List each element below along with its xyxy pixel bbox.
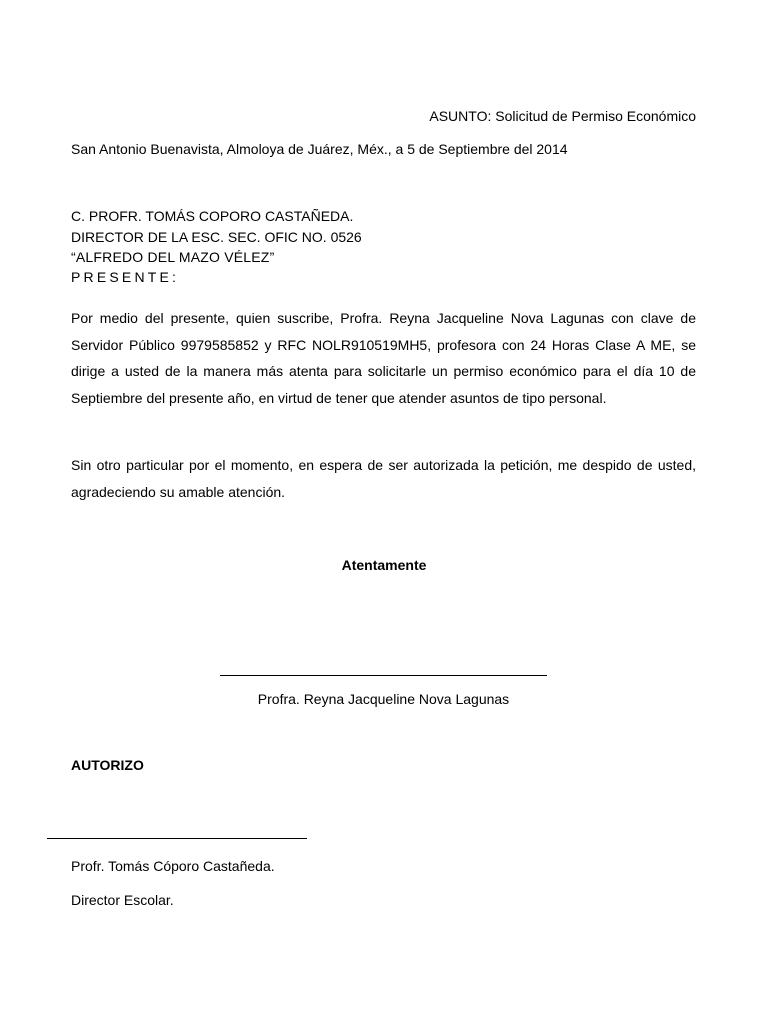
recipient-school-name: “ALFREDO DEL MAZO VÉLEZ”	[71, 249, 275, 265]
signature-line-teacher	[220, 675, 547, 676]
closing-salutation: Atentamente	[341, 557, 427, 573]
recipient-name: C. PROFR. TOMÁS COPORO CASTAÑEDA.	[71, 208, 354, 224]
authorize-label: AUTORIZO	[71, 757, 144, 773]
director-name: Profr. Tomás Cóporo Castañeda.	[71, 858, 275, 874]
recipient-greeting: PRESENTE:	[71, 269, 180, 285]
subject-line: ASUNTO: Solicitud de Permiso Económico	[429, 108, 696, 124]
body-paragraph-farewell: Sin otro particular por el momento, en espera de ser autorizada la petición, me despido de usted, agradeciendo su amable atención.	[71, 457, 696, 500]
signature-line-director	[47, 838, 307, 839]
body-paragraph-request: Por medio del presente, quien suscribe, Profra. Reyna Jacqueline Nova Lagunas con clave de Servidor Público 9979585852 y RFC NOLR910519MH5, profesora con 24 Horas Clase A ME, se dirige a usted de la manera más atenta para solicitarle un permiso económico para el día 10 de Septiembre del presente año, en virtud de tener que atender asuntos de tipo personal.	[71, 310, 696, 407]
place-date-line: San Antonio Buenavista, Almoloya de Juárez, Méx., a 5 de Septiembre del 2014	[71, 141, 568, 157]
director-title: Director Escolar.	[71, 892, 174, 908]
recipient-position: DIRECTOR DE LA ESC. SEC. OFIC NO. 0526	[71, 229, 362, 245]
signer-name: Profra. Reyna Jacqueline Nova Lagunas	[257, 691, 510, 707]
